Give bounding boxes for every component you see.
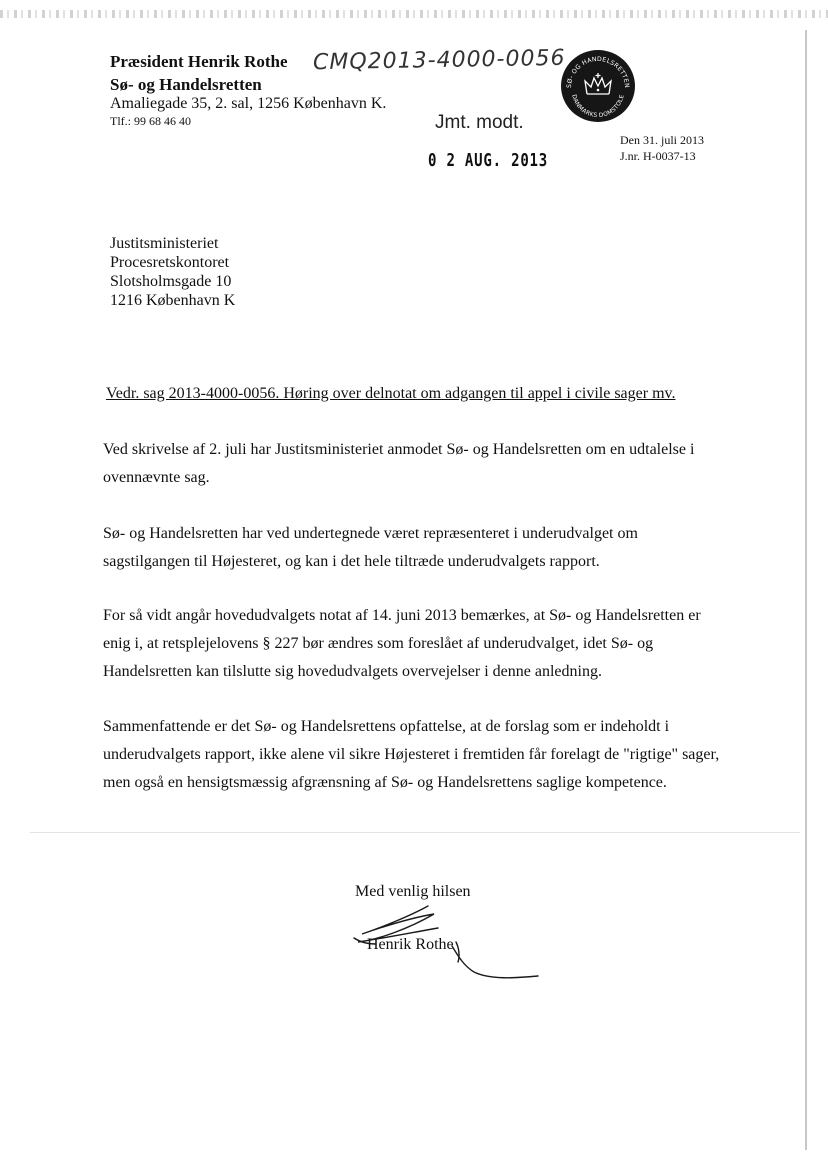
body-paragraph: Ved skrivelse af 2. juli har Justitsministeriet anmodet Sø- og Handelsretten om en udtalelse i ovennævnte sag. bbox=[103, 441, 695, 486]
scan-edge-right bbox=[805, 30, 807, 1150]
letter-subject: Vedr. sag 2013-4000-0056. Høring over delnotat om adgangen til appel i civile sager mv. bbox=[106, 385, 676, 402]
sender-name: Præsident Henrik Rothe bbox=[110, 52, 288, 71]
sender-phone: Tlf.: 99 68 46 40 bbox=[110, 114, 191, 128]
recipient-address bbox=[110, 234, 235, 310]
scan-edge-top bbox=[0, 10, 828, 18]
signer-name: Henrik Rothe bbox=[367, 936, 454, 953]
recipient-line: Slotsholmsgade 10 bbox=[110, 273, 232, 290]
journal-number: J.nr. H-0037-13 bbox=[620, 149, 696, 163]
seal-bottom-text: DANMARKS DOMSTOLE bbox=[570, 94, 626, 120]
received-stamp-title: Jmt. modt. bbox=[435, 112, 524, 133]
body-paragraph: For så vidt angår hovedudvalgets notat af 14. juni 2013 bemærkes, at Sø- og Handelsretten er enig i, at retsplejelovens § 227 bør ændres som foreslået af underudvalget, idet Sø- og Handelsretten kan tilslutte sig hovedudvalgets overvejelser i denne anledning. bbox=[103, 607, 701, 680]
scan-artifact-line bbox=[30, 832, 800, 833]
received-stamp-date: 0 2 AUG. 2013 bbox=[428, 150, 549, 171]
sender-court: Sø- og Handelsretten bbox=[110, 75, 262, 94]
recipient-line: Justitsministeriet bbox=[110, 235, 219, 252]
seal-top-text: SØ- OG HANDELSRETTEN bbox=[565, 55, 631, 89]
closing-salutation: Med venlig hilsen bbox=[355, 883, 471, 900]
sender-address: Amaliegade 35, 2. sal, 1256 København K. bbox=[110, 95, 387, 112]
recipient-line: Procesretskontoret bbox=[110, 254, 230, 271]
signature-scribble bbox=[340, 898, 540, 988]
body-paragraph: Sø- og Handelsretten har ved undertegnede været repræsenteret i underudvalget om sagstilgangen til Højesteret, og kan i det hele tiltræde underudvalgets rapport. bbox=[103, 525, 638, 570]
letter-date: Den 31. juli 2013 bbox=[620, 133, 704, 147]
handwritten-reference: CMQ2013-4000-0056 bbox=[312, 45, 566, 76]
recipient-line: 1216 København K bbox=[110, 292, 236, 309]
court-seal-icon bbox=[560, 48, 636, 124]
body-paragraph: Sammenfattende er det Sø- og Handelsrettens opfattelse, at de forslag som er indeholdt i underudvalgets rapport, ikke alene vil sikre Højesteret i fremtiden får forelagt de "rigtige" sager, men også en hensigtsmæssig afgrænsning af Sø- og Handelsrettens saglige kompetence. bbox=[103, 718, 720, 791]
